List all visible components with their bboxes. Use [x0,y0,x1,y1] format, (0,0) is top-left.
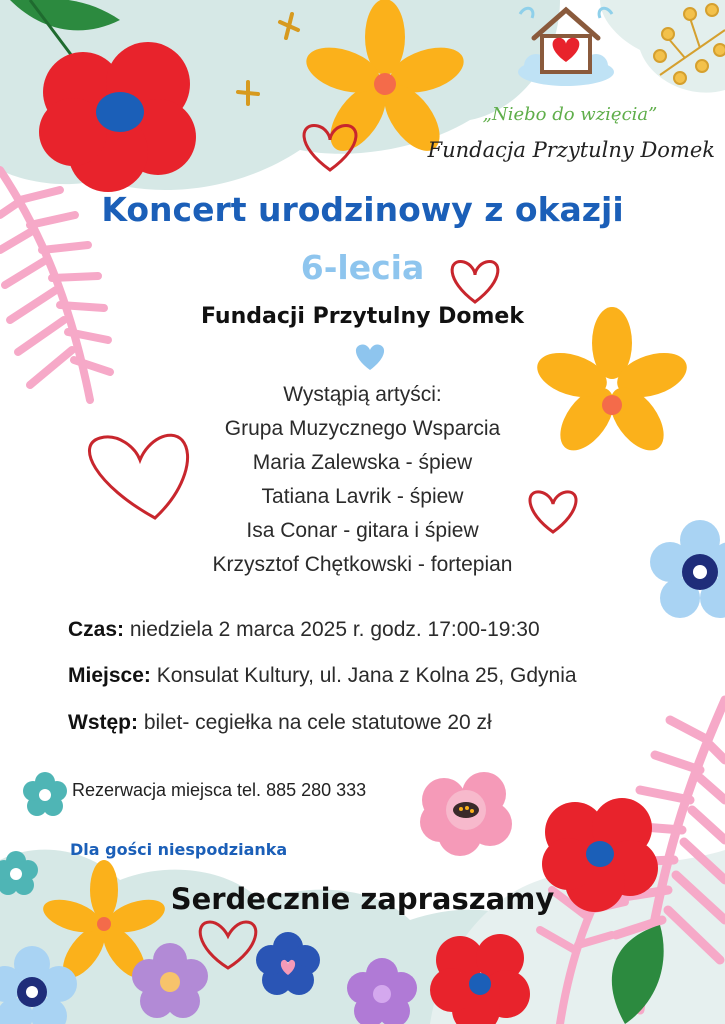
invitation-text: Serdecznie zapraszamy [170,882,555,916]
organization-name: Fundacja Przytulny Domek [427,138,715,162]
surprise-note: Dla gości niespodzianka [70,840,288,859]
red-flower-bottom-icon [430,934,530,1024]
artist-item: Tatiana Lavrik - śpiew [261,485,464,508]
headline-title: Koncert urodzinowy z okazji [101,190,624,229]
event-time [68,618,540,642]
event-place-value: Konsulat Kultury, ul. Jana z Kolna 25, Gdynia [150,664,577,687]
artist-item: Maria Zalewska - śpiew [252,451,473,474]
headline-anniversary: 6-lecia [300,248,425,287]
teal-flower-small-icon [23,772,67,816]
reservation-phone: Rezerwacja miejsca tel. 885 280 333 [72,780,367,800]
organization-motto: „Niebo do wzięcia” [482,104,658,125]
pink-rose-flower-icon [420,772,512,856]
event-time-label: Czas: [68,618,125,641]
artist-item: Krzysztof Chętkowski - fortepian [212,553,513,576]
artist-item: Grupa Muzycznego Wsparcia [224,417,501,440]
event-time-value: niedziela 2 marca 2025 r. godz. 17:00-19:30 [124,618,540,641]
headline-foundation: Fundacji Przytulny Domek [201,304,524,329]
event-entry-value: bilet- cegiełka na cele statutowe 20 zł [138,711,492,734]
artist-item: Isa Conar - gitara i śpiew [246,519,479,542]
event-entry [68,711,492,735]
event-place [68,664,577,688]
artists-intro: Wystąpią artyści: [283,383,442,406]
blue-heart-icon [356,344,384,370]
artists-section [0,378,725,582]
event-place-label: Miejsce: [68,664,151,687]
event-entry-label: Wstęp: [68,711,138,734]
